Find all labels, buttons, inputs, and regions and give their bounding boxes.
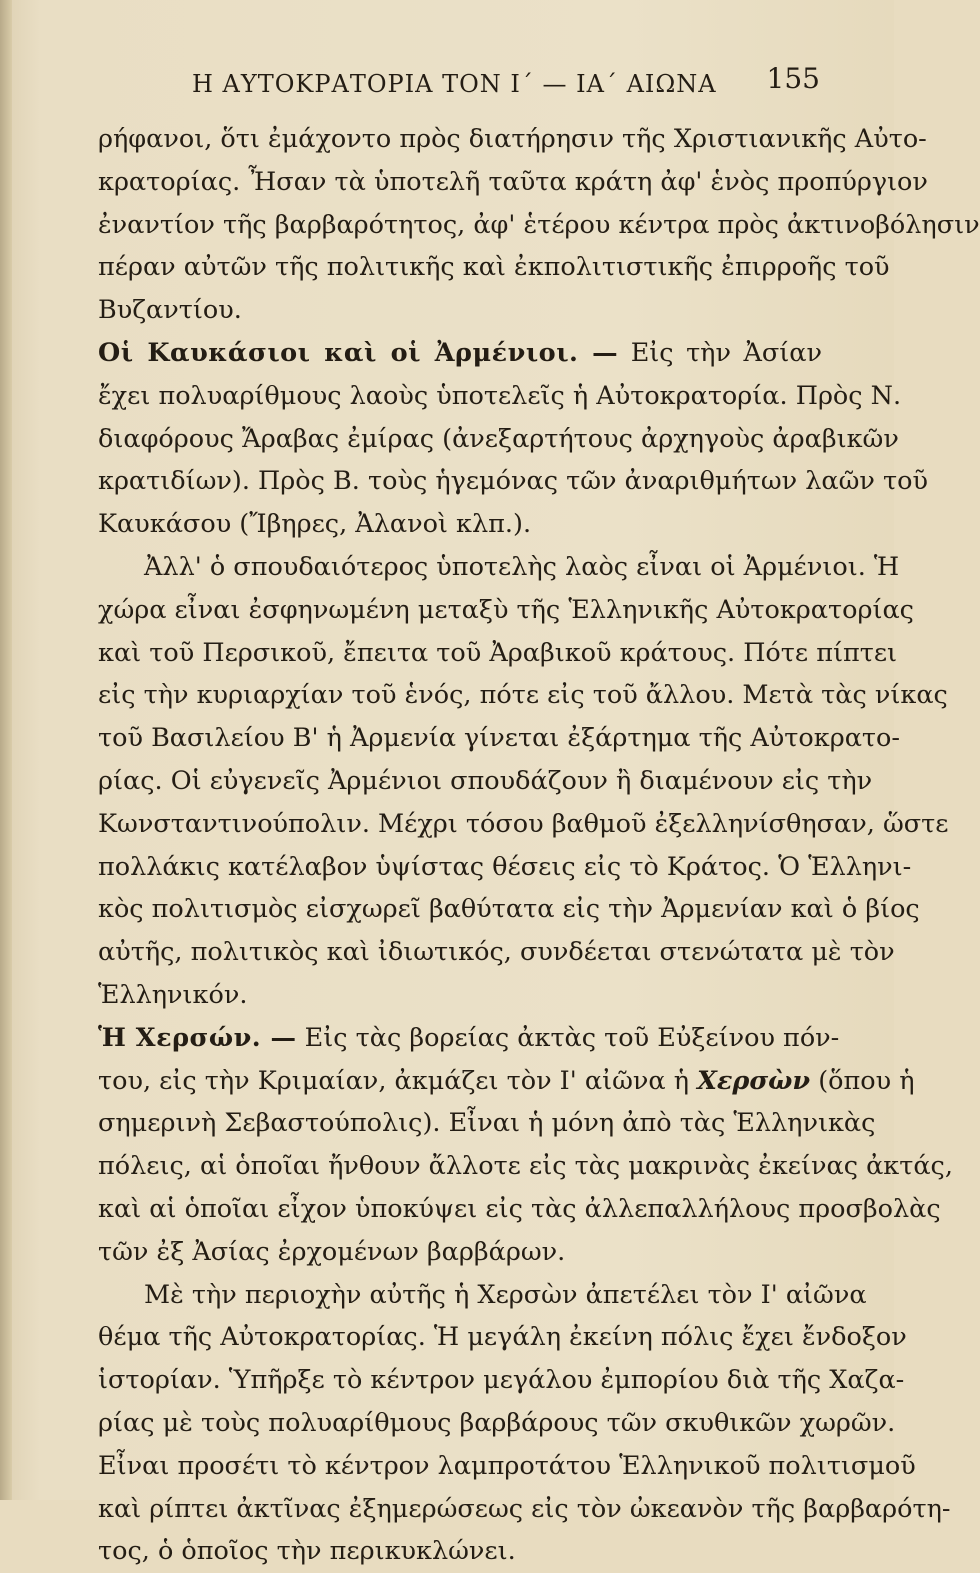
text-fragment: (ὅπου ἡ bbox=[818, 1065, 915, 1096]
text-line: εἰς τὴν κυριαρχίαν τοῦ ἑνός, πότε εἰς τοῦ ἄλλου. Μετὰ τὰς νίκας bbox=[98, 680, 948, 711]
text-line: Εἶναι προσέτι τὸ κέντρον λαμπροτάτου Ἑλληνικοῦ πολιτισμοῦ bbox=[98, 1450, 916, 1481]
text-line: σημερινὴ Σεβαστούπολις). Εἶναι ἡ μόνη ἀπὸ τὰς Ἑλληνικὰς bbox=[98, 1108, 876, 1139]
text-line: Ἑλληνικόν. bbox=[98, 979, 248, 1010]
text-fragment: Εἰς τὴν Ἀσίαν bbox=[630, 337, 822, 368]
text-line: κὸς πολιτισμὸς εἰσχωρεῖ βαθύτατα εἰς τὴν Ἀρμενίαν καὶ ὁ βίος bbox=[98, 894, 920, 925]
text-line: ἔχει πολυαρίθμους λαοὺς ὑποτελεῖς ἡ Αὐτοκρατορία. Πρὸς Ν. bbox=[98, 380, 902, 411]
emphasized-word: Χερσὼν bbox=[697, 1065, 811, 1096]
text-line: διαφόρους Ἄραβας ἐμίρας (ἀνεξαρτήτους ἀρχηγοὺς ἀραβικῶν bbox=[98, 423, 899, 454]
text-line: κρατορίας. Ἦσαν τὰ ὑποτελῆ ταῦτα κράτη ἀφ' ἑνὸς προπύργιον bbox=[98, 166, 928, 197]
text-line bbox=[98, 1060, 915, 1103]
text-line: καὶ ρίπτει ἀκτῖνας ἐξημερώσεως εἰς τὸν ὠκεανὸν τῆς βαρβαρότη- bbox=[98, 1493, 951, 1524]
text-line: ἐναντίον τῆς βαρβαρότητος, ἀφ' ἑτέρου κέντρα πρὸς ἀκτινοβόλησιν bbox=[98, 209, 980, 240]
text-line: αὐτῆς, πολιτικὸς καὶ ἰδιωτικός, συνδέεται στενώτατα μὲ τὸν bbox=[98, 937, 895, 968]
text-line: ἱστορίαν. Ὑπῆρξε τὸ κέντρον μεγάλου ἐμπορίου διὰ τῆς Χαζα- bbox=[98, 1365, 905, 1396]
text-line: καὶ αἱ ὁποῖαι εἶχον ὑποκύψει εἰς τὰς ἀλλεπαλλήλους προσβολὰς bbox=[98, 1193, 941, 1224]
body-text bbox=[98, 118, 980, 1573]
text-line: κρατιδίων). Πρὸς Β. τοὺς ἡγεμόνας τῶν ἀναριθμήτων λαῶν τοῦ bbox=[98, 466, 928, 497]
text-line: πέραν αὐτῶν τῆς πολιτικῆς καὶ ἐκπολιτιστικῆς ἐπιρροῆς τοῦ bbox=[98, 252, 890, 283]
section-heading-armenians: Οἱ Καυκάσιοι καὶ οἱ Ἀρμένιοι. — bbox=[98, 337, 619, 368]
text-line: ρίας μὲ τοὺς πολυαρίθμους βαρβάρους τῶν σκυθικῶν χωρῶν. bbox=[98, 1407, 896, 1438]
page-binding-edge bbox=[0, 0, 12, 1500]
text-line: πολλάκις κατέλαβον ὑψίστας θέσεις εἰς τὸ Κράτος. Ὁ Ἑλληνι- bbox=[98, 851, 912, 882]
text-line: Βυζαντίου. bbox=[98, 295, 242, 326]
section-heading-cherson: Ἡ Χερσών. — bbox=[98, 1022, 297, 1053]
section-heading-line bbox=[98, 332, 822, 375]
section-heading-line bbox=[98, 1017, 840, 1060]
text-line: ρίας. Οἱ εὐγενεῖς Ἀρμένιοι σπουδάζουν ἢ διαμένουν εἰς τὴν bbox=[98, 765, 873, 796]
running-title: Η ΑΥΤΟΚΡΑΤΟΡΙΑ ΤΟΝ Ι΄ — ΙΑ΄ ΑΙΩΝΑ bbox=[192, 70, 717, 98]
text-line: πόλεις, αἱ ὁποῖαι ἤνθουν ἄλλοτε εἰς τὰς μακρινὰς ἐκείνας ἀκτάς, bbox=[98, 1151, 953, 1182]
text-line: Κωνσταντινούπολιν. Μέχρι τόσου βαθμοῦ ἐξελληνίσθησαν, ὥστε bbox=[98, 808, 949, 839]
text-line: Ἀλλ' ὁ σπουδαιότερος ὑποτελὴς λαὸς εἶναι οἱ Ἀρμένιοι. Ἡ bbox=[144, 551, 900, 582]
text-line: τῶν ἐξ Ἀσίας ἐρχομένων βαρβάρων. bbox=[98, 1236, 566, 1267]
text-line: ρήφανοι, ὅτι ἐμάχοντο πρὸς διατήρησιν τῆς Χριστιανικῆς Αὐτο- bbox=[98, 124, 927, 154]
page-header bbox=[100, 62, 820, 102]
text-line: καὶ τοῦ Περσικοῦ, ἔπειτα τοῦ Ἀραβικοῦ κράτους. Πότε πίπτει bbox=[98, 637, 898, 668]
text-line: τος, ὁ ὁποῖος τὴν περικυκλώνει. bbox=[98, 1536, 516, 1567]
text-line: Μὲ τὴν περιοχὴν αὐτῆς ἡ Χερσὼν ἀπετέλει τὸν Ι' αἰῶνα bbox=[144, 1279, 867, 1310]
text-fragment: Εἰς τὰς βορείας ἀκτὰς τοῦ Εὐξείνου πόν- bbox=[304, 1022, 840, 1053]
text-line: θέμα τῆς Αὐτοκρατορίας. Ἡ μεγάλη ἐκείνη πόλις ἔχει ἔνδοξον bbox=[98, 1322, 907, 1353]
page-number: 155 bbox=[766, 62, 820, 95]
text-fragment: του, εἰς τὴν Κριμαίαν, ἀκμάζει τὸν Ι' αἰῶνα ἡ bbox=[98, 1065, 689, 1096]
text-line: Καυκάσου (Ἴβηρες, Ἀλανοὶ κλπ.). bbox=[98, 509, 532, 540]
text-line: τοῦ Βασιλείου Β' ἡ Ἀρμενία γίνεται ἐξάρτημα τῆς Αὐτοκρατο- bbox=[98, 723, 900, 754]
text-line: χώρα εἶναι ἐσφηνωμένη μεταξὺ τῆς Ἑλληνικῆς Αὐτοκρατορίας bbox=[98, 594, 914, 625]
